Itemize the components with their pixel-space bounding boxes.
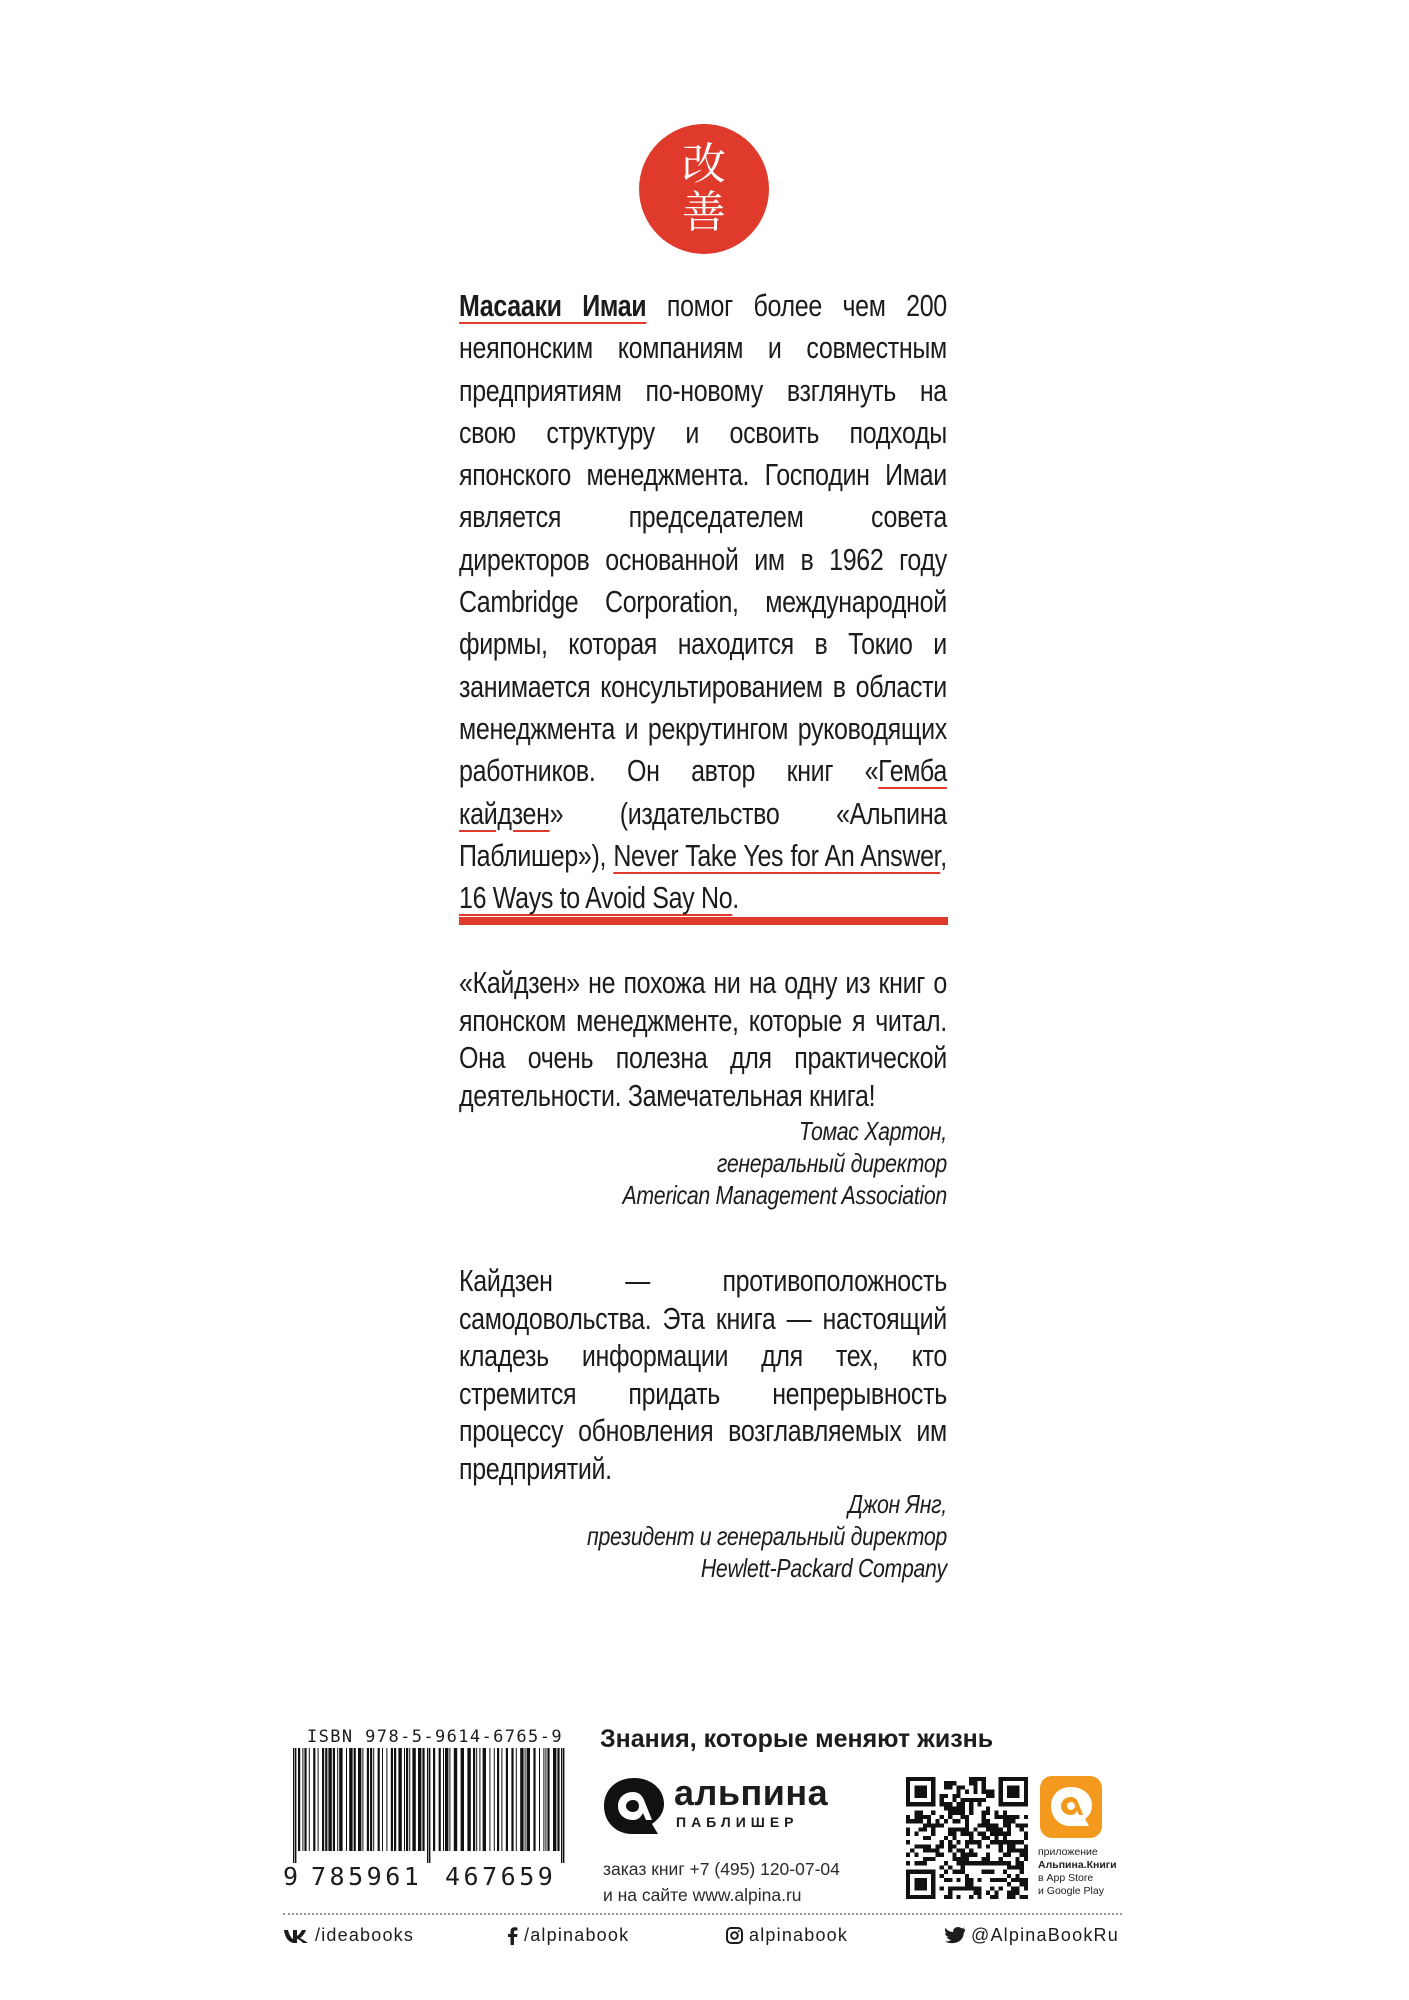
- quote-author: Джон Янг,: [847, 1489, 947, 1519]
- quote-attribution: [459, 1115, 947, 1211]
- quote-text: «Кайдзен» не похожа ни на одну из книг о японском менеджменте, которые я читал. Она очень полезна для практической деятельности. Замечательная книга!: [459, 966, 947, 1113]
- facebook-icon: [508, 1927, 518, 1945]
- barcode-digits-right: 467659: [445, 1862, 557, 1891]
- bio-text-4: .: [732, 881, 739, 916]
- isbn-label: ISBN 978-5-9614-6765-9: [307, 1727, 563, 1747]
- bio-text-1: помог более чем 200 неяпонским компаниям и совместным предприятиям по-новому взглянуть на свою структуру и освоить подходы японского менеджмента. Господин Имаи является председателем совета директоров основанной им в 1962 году Cambridge Corporation, международной фирмы, которая находится в Токио и занимается консультированием в области менеджмента и рекрутингом руководящих работников. Он автор книг «: [459, 289, 947, 789]
- app-caption-1: приложение: [1038, 1846, 1098, 1858]
- seal-char-zen: 善: [682, 187, 726, 238]
- social-instagram[interactable]: [726, 1925, 848, 1946]
- vk-handle: /ideabooks: [315, 1925, 415, 1945]
- book-title-gemba: Гемба кайдзен: [459, 754, 947, 831]
- bio-text-2: » (издательство «Альпина Паблишер»),: [459, 796, 947, 873]
- kaizen-seal: [639, 124, 769, 254]
- order-site: и на сайте www.alpina.ru: [603, 1885, 802, 1905]
- app-caption-2: Альпина.Книги: [1038, 1859, 1117, 1871]
- quote-text: Кайдзен — противоположность самодовольства. Эта книга — настоящий кладезь информации для тех, кто стремится придать непрерывность процессу обновления возглавляемых им предприятий.: [459, 1264, 947, 1486]
- alpina-logo-icon: [602, 1776, 666, 1836]
- twitter-icon: [945, 1927, 965, 1944]
- app-caption-4: и Google Play: [1038, 1885, 1104, 1897]
- barcode-digits-left: 785961: [311, 1862, 423, 1891]
- social-twitter[interactable]: [945, 1925, 1119, 1946]
- social-vk[interactable]: [283, 1925, 414, 1946]
- instagram-icon: [726, 1927, 743, 1944]
- order-info: [603, 1856, 840, 1908]
- quote-role: генеральный директор: [716, 1148, 947, 1178]
- app-caption-3: в App Store: [1038, 1872, 1094, 1884]
- order-phone: заказ книг +7 (495) 120-07-04: [603, 1859, 840, 1879]
- author-bio: [459, 285, 947, 919]
- bio-text-3: ,: [940, 838, 947, 873]
- book-title-never-take-yes: Never Take Yes for An Answer: [613, 838, 941, 873]
- barcode-lead-digit: 9: [283, 1862, 299, 1891]
- review-quote-1: [459, 965, 947, 1211]
- review-quote-2: [459, 1263, 947, 1584]
- quote-role: президент и генеральный директор: [587, 1521, 947, 1551]
- alpina-books-app-icon: [1040, 1776, 1102, 1838]
- author-name: Масааки Имаи: [459, 289, 647, 323]
- publisher-name: альпина: [674, 1772, 829, 1813]
- facebook-handle: /alpinabook: [524, 1925, 630, 1945]
- publisher-subtitle: ПАБЛИШЕР: [676, 1814, 799, 1830]
- app-caption: [1038, 1846, 1117, 1898]
- publisher-slogan: Знания, которые меняют жизнь: [600, 1725, 994, 1753]
- instagram-handle: alpinabook: [749, 1925, 849, 1945]
- ean13-barcode: [283, 1748, 571, 1863]
- vk-icon: [283, 1928, 309, 1944]
- quote-org: Hewlett-Packard Company: [700, 1553, 947, 1583]
- seal-char-kai: 改: [682, 139, 726, 190]
- quote-org: American Management Association: [622, 1180, 947, 1210]
- social-facebook[interactable]: [508, 1925, 629, 1946]
- quote-author: Томас Хартон,: [798, 1116, 947, 1146]
- qr-code: [906, 1777, 1028, 1899]
- twitter-handle: @AlpinaBookRu: [971, 1925, 1119, 1945]
- red-divider: [459, 917, 948, 925]
- footer-divider: [283, 1913, 1122, 1915]
- book-title-16-ways: 16 Ways to Avoid Say No: [459, 881, 733, 916]
- quote-attribution: [459, 1488, 947, 1584]
